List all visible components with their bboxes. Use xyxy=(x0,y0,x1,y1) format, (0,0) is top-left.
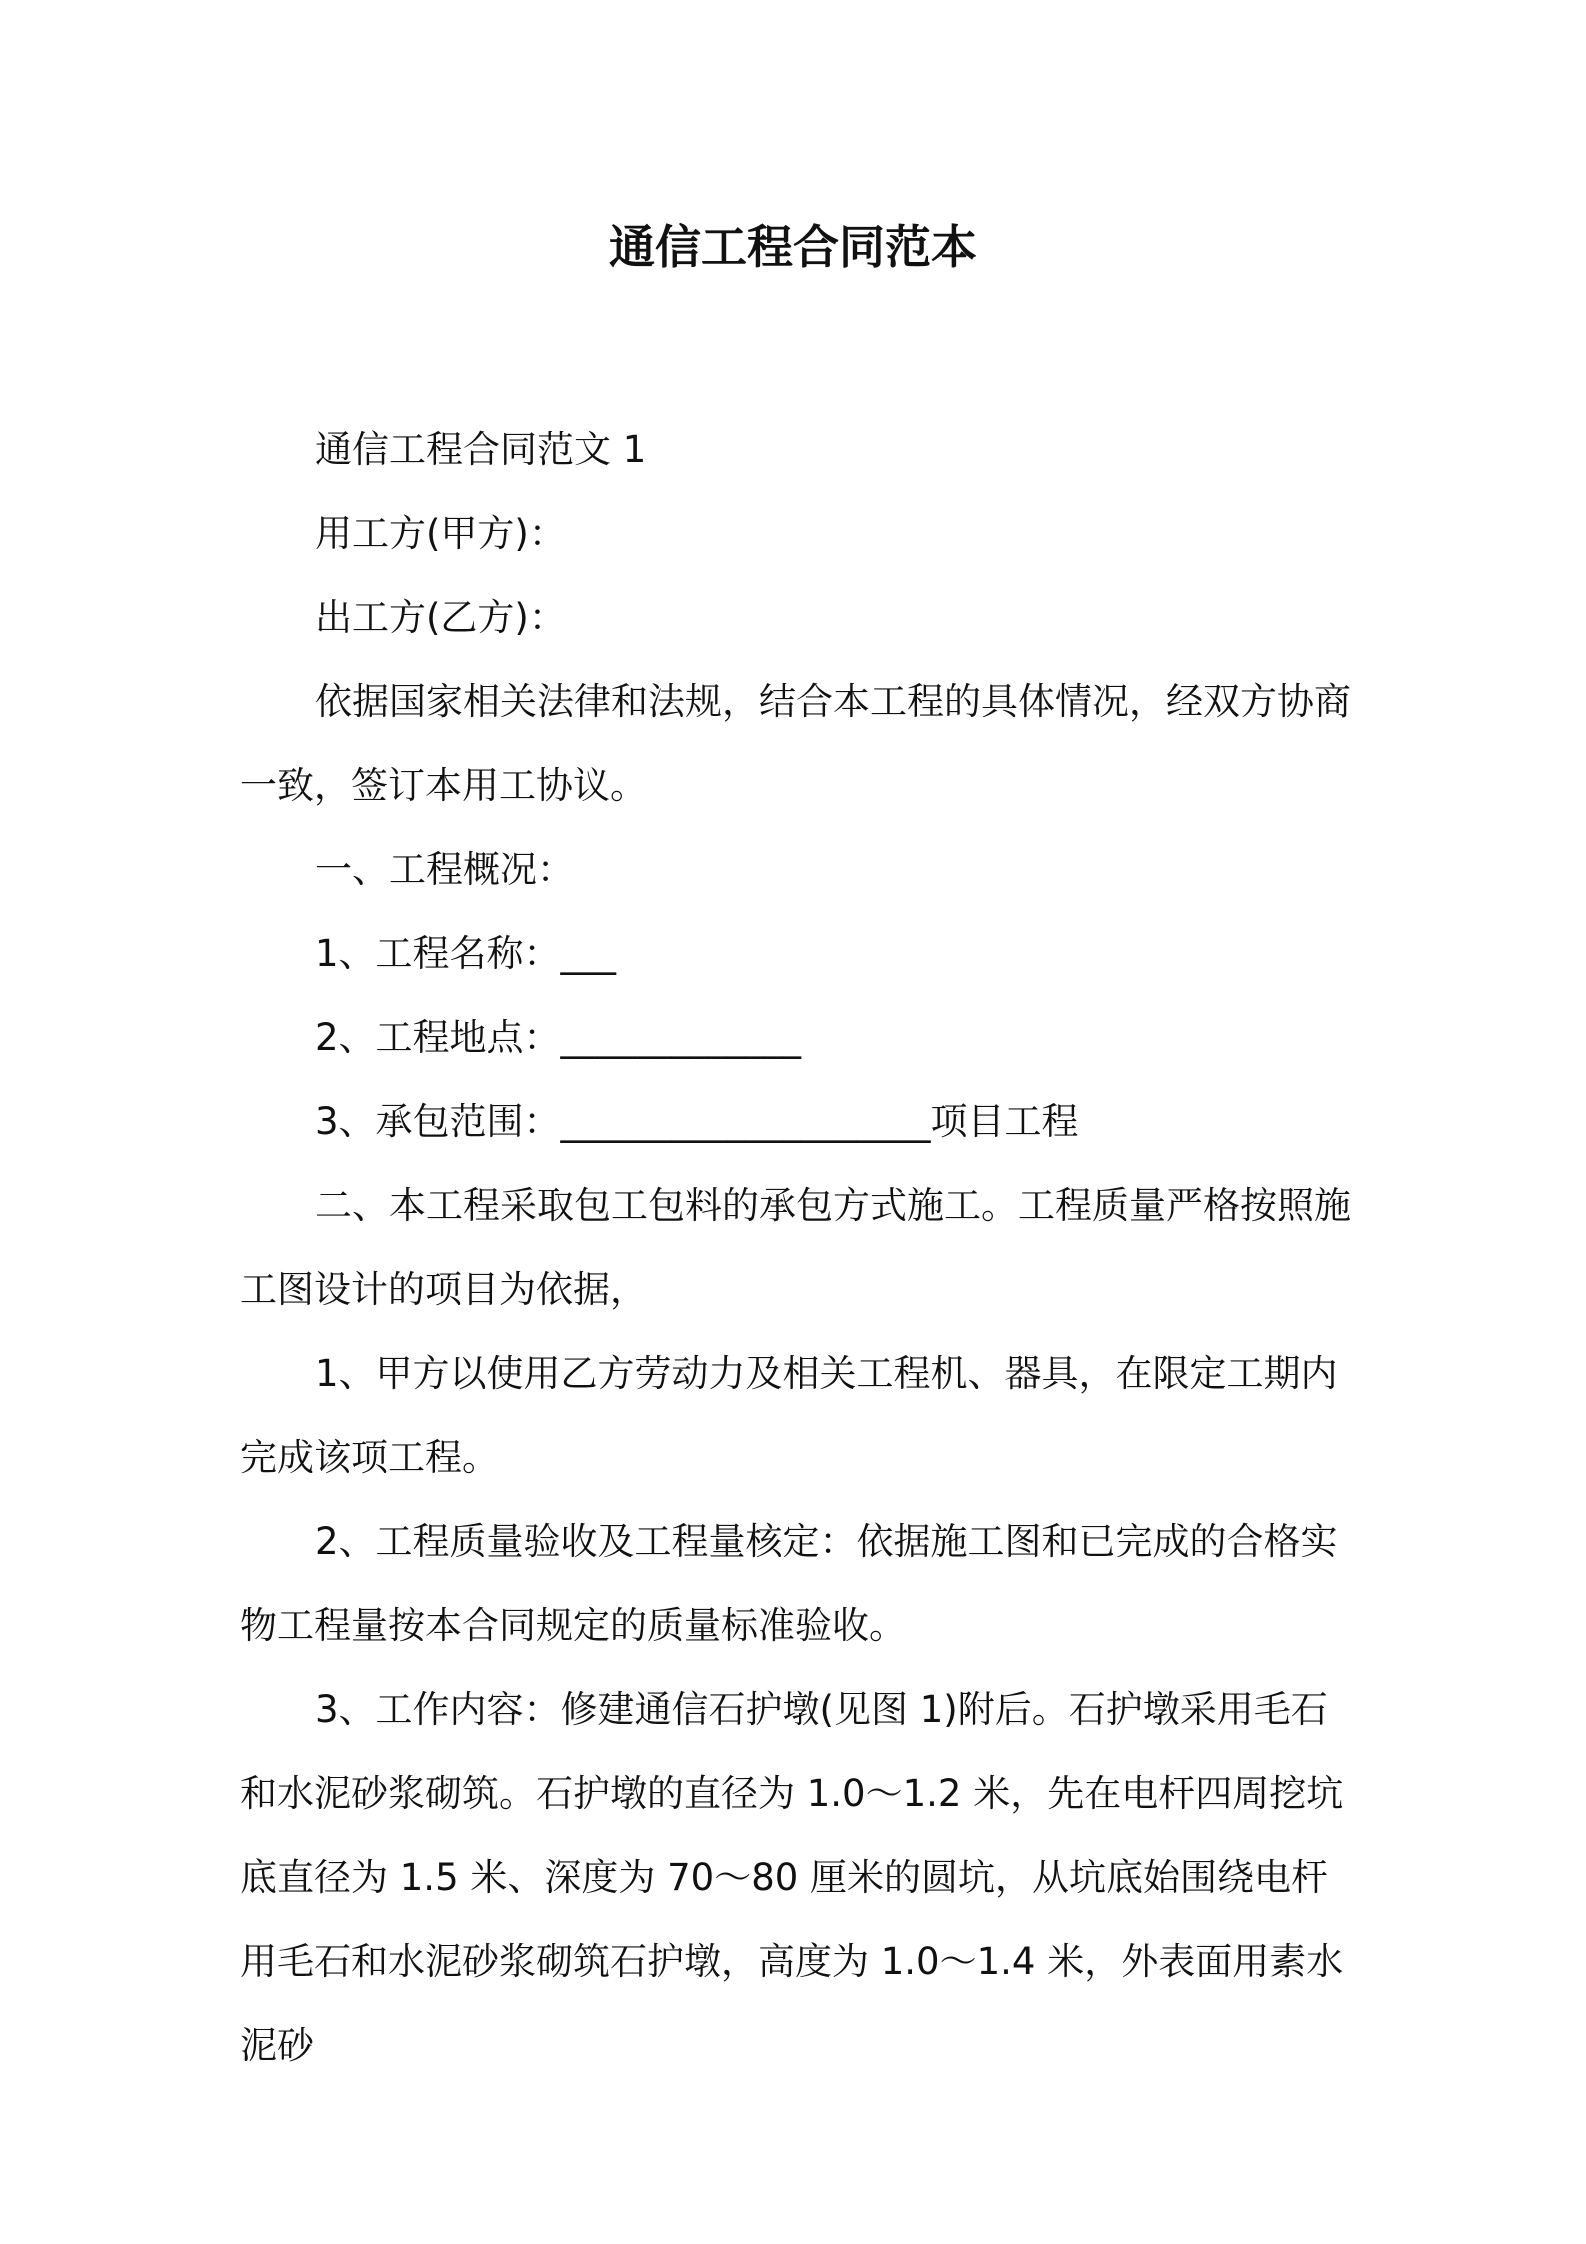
clause-one-paragraph: 1、甲方以使用乙方劳动力及相关工程机、器具，在限定工期内完成该项工程。 xyxy=(240,1352,1338,1479)
section-one-heading: 一、工程概况： xyxy=(315,848,574,891)
clause-two-paragraph: 2、工程质量验收及工程量核定：依据施工图和已完成的合格实物工程量按本合同规定的质量标准验收。 xyxy=(240,1520,1338,1647)
party-b-line: 出工方(乙方)： xyxy=(315,596,566,639)
project-location-line: 2、工程地点：_____________ xyxy=(315,1016,802,1059)
intro-paragraph: 依据国家相关法律和法规，结合本工程的具体情况，经双方协商一致，签订本用工协议。 xyxy=(240,680,1351,807)
section-two-paragraph: 二、本工程采取包工包料的承包方式施工。工程质量严格按照施工图设计的项目为依据， xyxy=(240,1184,1351,1311)
project-name-line: 1、工程名称：___ xyxy=(315,932,617,975)
document-body xyxy=(240,408,1360,2088)
contract-scope-line: 3、承包范围：____________________项目工程 xyxy=(315,1100,1079,1143)
clause-three-paragraph: 3、工作内容：修建通信石护墩(见图 1)附后。石护墩采用毛石和水泥砂浆砌筑。石护墩的直径为 1.0～1.2 米，先在电杆四周挖坑底直径为 1.5 米、深度为 70～80 厘米的圆坑，从坑底始围绕电杆用毛石和水泥砂浆砌筑石护墩，高度为 1.0～1.4 米，外表面用素水泥砂 xyxy=(240,1688,1344,2067)
paragraph-heading: 通信工程合同范文 1 xyxy=(315,428,647,471)
party-a-line: 用工方(甲方)： xyxy=(315,512,566,555)
document-title: 通信工程合同范本 xyxy=(609,220,977,274)
